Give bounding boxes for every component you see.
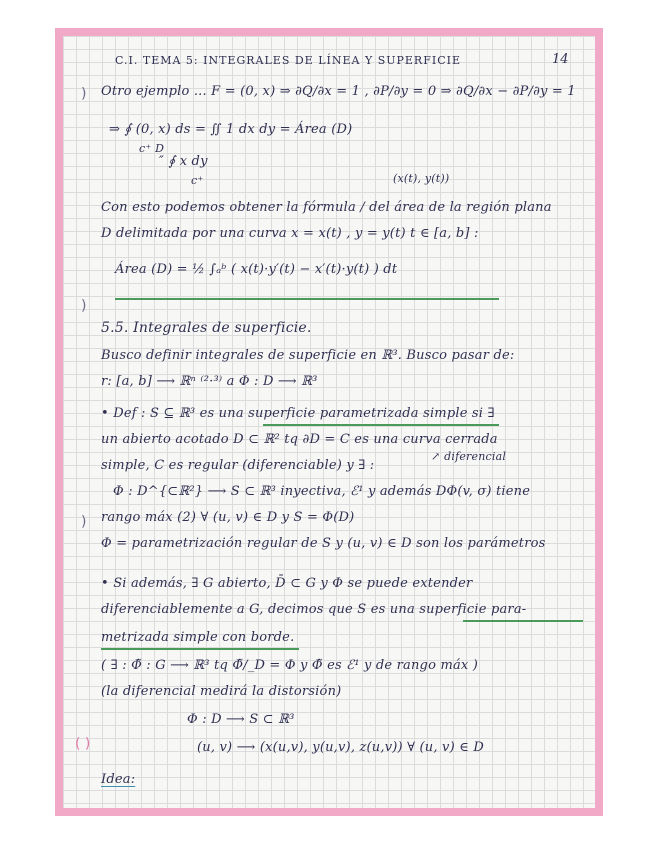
note-line-12: r: [a, b] ⟶ ℝⁿ ⁽²·³⁾ a Φ : D ⟶ ℝ³	[101, 374, 318, 389]
definition-underline	[263, 424, 499, 426]
page-number: 14	[552, 52, 569, 67]
note-line-24: (la diferencial medirá la distorsión)	[101, 684, 342, 699]
note-line-7: Con esto podemos obtener la fórmula / del área de la región plana	[101, 200, 552, 215]
note-line-26: (u, v) ⟶ (x(u,v), y(u,v), z(u,v)) ∀ (u, v) ∈ D	[197, 740, 484, 755]
area-formula: Área (D) = ½ ∫ₐᵇ ( x(t)·y′(t) − x′(t)·y(t) ) dt	[115, 262, 398, 277]
note-line-11: Busco definir integrales de superficie en ℝ³. Busco pasar de:	[101, 348, 515, 363]
note-line-14: un abierto acotado D ⊂ ℝ² tq ∂D = C es una curva cerrada	[101, 432, 498, 447]
note-line-25: Φ : D ⟶ S ⊂ ℝ³	[187, 712, 295, 727]
note-line-4: ″ ∮ x dy	[159, 154, 208, 169]
note-line-21: diferenciablemente a G, decimos que S es una superficie para-	[101, 602, 527, 617]
margin-mark-1: )	[81, 86, 87, 102]
note-line-16: ↗ diferencial	[431, 450, 507, 463]
note-line-23: ( ∃ : Φ̃ : G ⟶ ℝ³ tq Φ̃/_D = Φ y Φ̃ es ℰ¹ y de rango máx )	[101, 658, 479, 673]
border-underline-2	[101, 648, 299, 650]
note-line-6: (x(t), y(t))	[393, 172, 450, 185]
margin-mark-4: ( )	[75, 736, 91, 752]
idea-label: Idea:	[101, 772, 136, 787]
note-line-5: c⁺	[191, 174, 204, 187]
note-line-22: metrizada simple con borde.	[101, 630, 295, 645]
note-line-17: Φ : D^{⊂ℝ²} ⟶ S ⊂ ℝ³ inyectiva, ℰ¹ y además DΦ(v, σ) tiene	[113, 484, 531, 499]
margin-mark-2: )	[81, 298, 87, 314]
note-line-20: • Si además, ∃ G abierto, D̄ ⊂ G y Φ se puede extender	[101, 576, 473, 591]
formula-underline	[115, 298, 499, 300]
note-line-3: c⁺ D	[139, 142, 165, 155]
section-title: 5.5. Integrales de superficie.	[101, 320, 312, 336]
margin-mark-3: )	[81, 514, 87, 530]
note-line-19: Φ = parametrización regular de S y (u, v) ∈ D son los parámetros	[101, 536, 546, 551]
note-line-8: D delimitada por una curva x = x(t) , y = y(t) t ∈ [a, b] :	[101, 226, 479, 241]
notebook-page	[63, 36, 595, 808]
border-underline-1	[463, 620, 583, 622]
note-line-1: Otro ejemplo ... F = (0, x) ⇒ ∂Q/∂x = 1 , ∂P/∂y = 0 ⇒ ∂Q/∂x − ∂P/∂y = 1	[101, 84, 576, 99]
page-header: C.I. TEMA 5: INTEGRALES DE LÍNEA Y SUPERFICIE	[115, 54, 461, 67]
note-line-2: ⇒ ∮ (0, x) ds = ∬ 1 dx dy = Área (D)	[109, 122, 353, 137]
note-line-15: simple, C es regular (diferenciable) y ∃ :	[101, 458, 375, 473]
definition-line: • Def : S ⊆ ℝ³ es una superficie parametrizada simple si ∃	[101, 406, 495, 421]
note-line-18: rango máx (2) ∀ (u, v) ∈ D y S = Φ(D)	[101, 510, 355, 525]
